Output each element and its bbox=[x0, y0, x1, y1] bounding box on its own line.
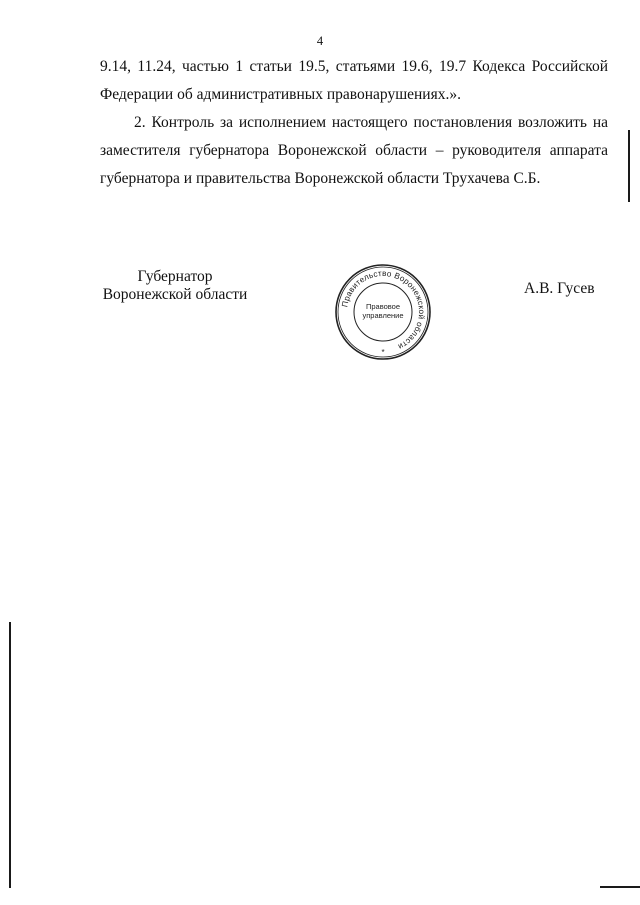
signatory-name: А.В. Гусев bbox=[524, 280, 595, 297]
scan-edge-mark bbox=[600, 886, 640, 888]
stamp-seal-icon bbox=[333, 262, 433, 362]
body-line: Федерации об административных правонарушениях.». bbox=[100, 86, 461, 103]
signatory-title: Губернатор bbox=[137, 268, 213, 285]
stamp-center-line1: Правовое bbox=[365, 302, 401, 311]
body-line: 9.14, 11.24, частью 1 статьи 19.5, статьями 19.6, 19.7 Кодекса Российской bbox=[100, 58, 608, 75]
scan-edge-mark bbox=[628, 130, 630, 202]
body-line: заместителя губернатора Воронежской области – руководителя аппарата bbox=[100, 142, 608, 159]
body-line: губернатора и правительства Воронежской области Трухачева С.Б. bbox=[100, 170, 541, 187]
scan-edge-mark bbox=[9, 622, 11, 888]
official-stamp bbox=[333, 262, 433, 362]
stamp-star: * bbox=[381, 348, 385, 357]
stamp-ring-text: Правительство Воронежской области bbox=[340, 268, 427, 352]
body-line: 2. Контроль за исполнением настоящего постановления возложить на bbox=[134, 114, 608, 131]
stamp-center-line2: управление bbox=[362, 311, 404, 320]
signatory-region: Воронежской области bbox=[102, 286, 248, 303]
page-number: 4 bbox=[316, 34, 324, 48]
